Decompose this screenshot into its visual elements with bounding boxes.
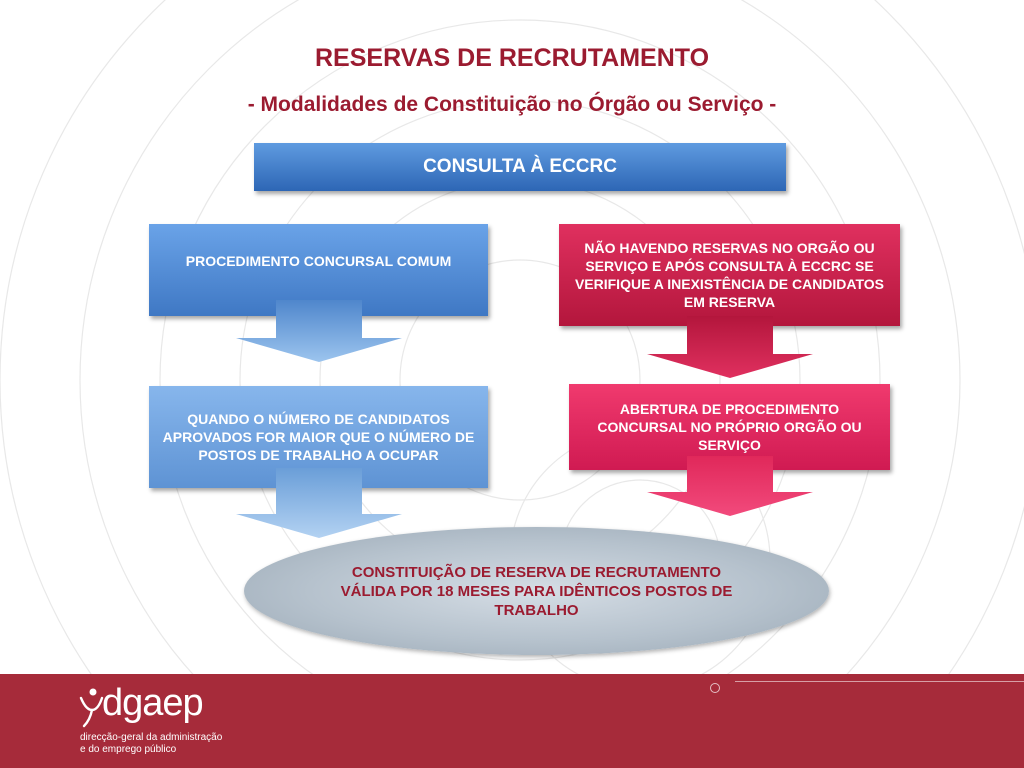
nao-havendo-reservas-box xyxy=(559,224,900,326)
dgaep-logo xyxy=(78,682,248,758)
arrow-down-right-2 xyxy=(645,456,815,518)
constituicao-reserva-oval xyxy=(244,527,829,655)
footer-circle-icon xyxy=(710,683,720,693)
abertura-procedimento-label: ABERTURA DE PROCEDIMENTO CONCURSAL NO PRÓPRIO ORGÃO OU SERVIÇO xyxy=(597,401,862,453)
slide-title: RESERVAS DE RECRUTAMENTO xyxy=(314,44,710,72)
candidatos-aprovados-label: QUANDO O NÚMERO DE CANDIDATOS APROVADOS FOR MAIOR QUE O NÚMERO DE POSTOS DE TRABALHO A OCUPAR xyxy=(162,411,475,463)
logo-tagline-line-1: direcção-geral da administração xyxy=(80,732,223,743)
arrow-down-right-1 xyxy=(645,316,815,380)
footer-divider xyxy=(735,681,1024,682)
procedimento-concursal-comum-label: PROCEDIMENTO CONCURSAL COMUM xyxy=(185,253,452,269)
arrow-down-left-1 xyxy=(234,300,404,364)
nao-havendo-reservas-label: NÃO HAVENDO RESERVAS NO ORGÃO OU SERVIÇO E APÓS CONSULTA À ECCRC SE VERIFIQUE A INEXISTÊNCIA DE CANDIDATOS EM RESERVA xyxy=(574,240,885,310)
constituicao-reserva-label: CONSTITUIÇÃO DE RESERVA DE RECRUTAMENTO VÁLIDA POR 18 MESES PARA IDÊNTICOS POSTOS DE TRABALHO xyxy=(340,563,733,619)
arrow-down-left-2 xyxy=(234,468,404,540)
consulta-eccrc-label: CONSULTA À ECCRC xyxy=(423,156,617,177)
logo-tagline xyxy=(80,732,222,756)
logo-tagline-line-2: e do emprego público xyxy=(80,744,177,755)
person-figure-icon xyxy=(78,688,104,728)
logo-wordmark: dgaep xyxy=(102,682,203,724)
consulta-eccrc-box xyxy=(254,143,786,191)
slide-subtitle: - Modalidades de Constituição no Órgão ou Serviço - xyxy=(247,93,777,116)
